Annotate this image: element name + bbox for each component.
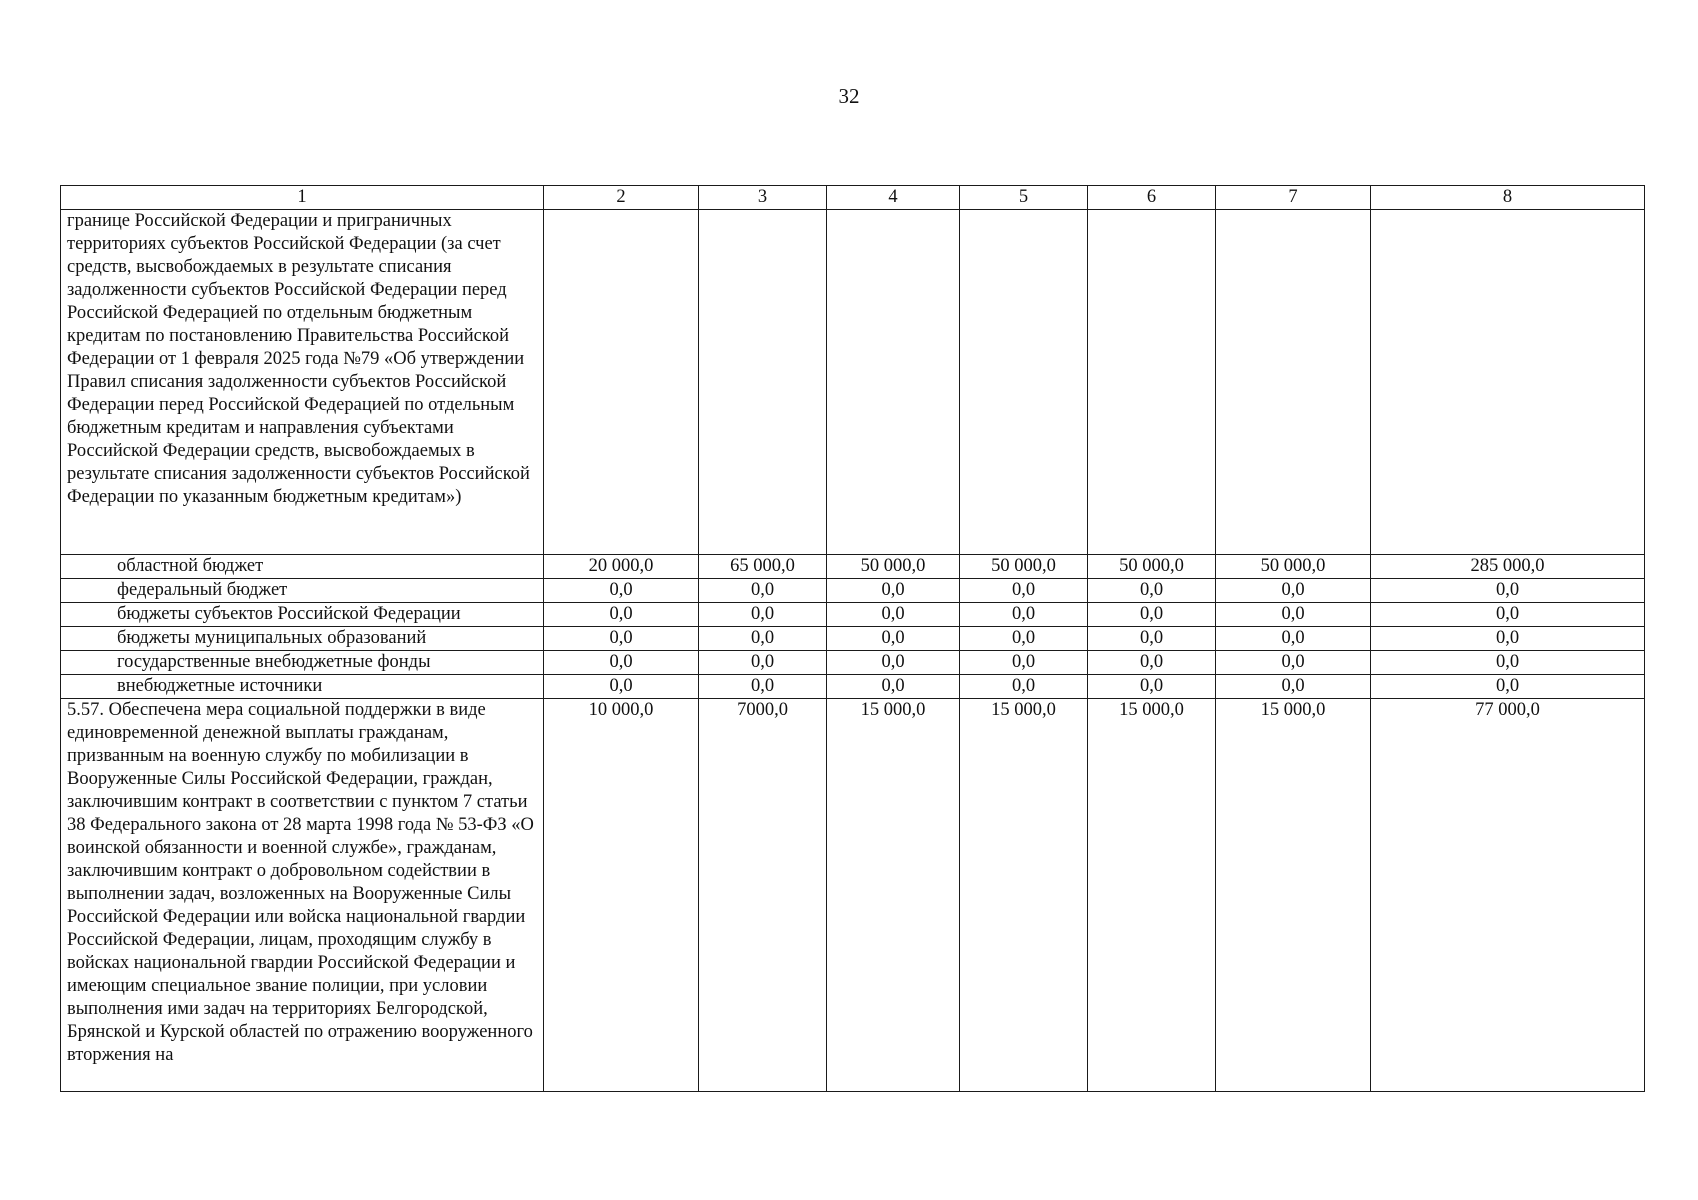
table-row-source [61,603,1645,627]
value-cell: 0,0 [1088,675,1216,699]
value-cell: 0,0 [1088,603,1216,627]
source-label: государственные внебюджетные фонды [61,651,544,675]
value-cell: 7000,0 [699,699,827,1092]
value-cell: 10 000,0 [544,699,699,1092]
value-cell: 0,0 [1371,579,1645,603]
value-cell: 50 000,0 [1216,555,1371,579]
value-cell: 0,0 [1216,603,1371,627]
value-cell: 0,0 [1371,603,1645,627]
value-cell: 0,0 [827,651,960,675]
column-header: 8 [1371,186,1645,210]
source-label: бюджеты субъектов Российской Федерации [61,603,544,627]
column-header: 5 [960,186,1088,210]
source-label: бюджеты муниципальных образований [61,627,544,651]
value-cell: 0,0 [1216,651,1371,675]
value-cell: 0,0 [1216,627,1371,651]
value-cell: 0,0 [1371,675,1645,699]
value-cell: 15 000,0 [960,699,1088,1092]
value-cell: 0,0 [544,579,699,603]
value-cell: 15 000,0 [827,699,960,1092]
column-header: 6 [1088,186,1216,210]
empty-cell [699,210,827,555]
value-cell: 0,0 [827,579,960,603]
table-row-source [61,555,1645,579]
value-cell: 285 000,0 [1371,555,1645,579]
empty-cell [544,210,699,555]
value-cell: 0,0 [699,603,827,627]
table-row-source [61,651,1645,675]
value-cell: 0,0 [699,675,827,699]
source-label: федеральный бюджет [61,579,544,603]
value-cell: 0,0 [544,627,699,651]
table-row-source [61,579,1645,603]
value-cell: 0,0 [960,579,1088,603]
page-number: 32 [838,84,860,108]
value-cell: 0,0 [1088,651,1216,675]
value-cell: 0,0 [960,627,1088,651]
column-header: 3 [699,186,827,210]
value-cell: 0,0 [1216,579,1371,603]
value-cell: 0,0 [544,651,699,675]
column-header: 4 [827,186,960,210]
source-label: внебюджетные источники [61,675,544,699]
value-cell: 65 000,0 [699,555,827,579]
value-cell: 0,0 [544,603,699,627]
table-row-source [61,627,1645,651]
empty-cell [1088,210,1216,555]
value-cell: 20 000,0 [544,555,699,579]
value-cell: 0,0 [827,675,960,699]
value-cell: 0,0 [1088,627,1216,651]
empty-cell [827,210,960,555]
value-cell: 0,0 [544,675,699,699]
table-row-continued [61,210,1645,555]
value-cell: 50 000,0 [827,555,960,579]
value-cell: 50 000,0 [1088,555,1216,579]
empty-cell [1216,210,1371,555]
value-cell: 0,0 [960,651,1088,675]
value-cell: 0,0 [699,579,827,603]
table-row-source [61,675,1645,699]
value-cell: 0,0 [1371,651,1645,675]
empty-cell [960,210,1088,555]
column-header: 7 [1216,186,1371,210]
row-description: границе Российской Федерации и приграничных территориях субъектов Российской Федерации (за счет средств, высвобождаемых в результате списания задолженности субъектов Российской Федерации перед Российской Федерацией по отдельным бюджетным кредитам по постановлению Правительства Российской Федерации от 1 февраля 2025 года №79 «Об утверждении Правил списания задолженности субъектов Российской Федерации перед Российской Федерацией по отдельным бюджетным кредитам и направления субъектами Российской Федерации средств, высвобождаемых в результате списания задолженности субъектов Российской Федерации по указанным бюджетным кредитам») [61,210,544,555]
value-cell: 0,0 [699,651,827,675]
value-cell: 0,0 [960,675,1088,699]
source-label: областной бюджет [61,555,544,579]
value-cell: 0,0 [1088,579,1216,603]
value-cell: 0,0 [960,603,1088,627]
value-cell: 0,0 [699,627,827,651]
value-cell: 0,0 [1216,675,1371,699]
table-header-row [61,186,1645,210]
value-cell: 0,0 [1371,627,1645,651]
value-cell: 15 000,0 [1216,699,1371,1092]
value-cell: 0,0 [827,603,960,627]
value-cell: 15 000,0 [1088,699,1216,1092]
empty-cell [1371,210,1645,555]
value-cell: 50 000,0 [960,555,1088,579]
table-row-item-5-57 [61,699,1645,1092]
column-header: 2 [544,186,699,210]
item-description: 5.57. Обеспечена мера социальной поддержки в виде единовременной денежной выплаты гражданам, призванным на военную службу по мобилизации в Вооруженные Силы Российской Федерации, граждан, заключившим контракт в соответствии с пунктом 7 статьи 38 Федерального закона от 28 марта 1998 года № 53-ФЗ «О воинской обязанности и военной службе», гражданам, заключившим контракт о добровольном содействии в выполнении задач, возложенных на Вооруженные Силы Российской Федерации или войска национальной гвардии Российской Федерации, лицам, проходящим службу в войсках национальной гвардии Российской Федерации и имеющим специальное звание полиции, при условии выполнения ими задач на территориях Белгородской, Брянской и Курской областей по отражению вооруженного вторжения на [61,699,544,1092]
value-cell: 77 000,0 [1371,699,1645,1092]
column-header: 1 [61,186,544,210]
budget-table [60,185,1645,1092]
value-cell: 0,0 [827,627,960,651]
